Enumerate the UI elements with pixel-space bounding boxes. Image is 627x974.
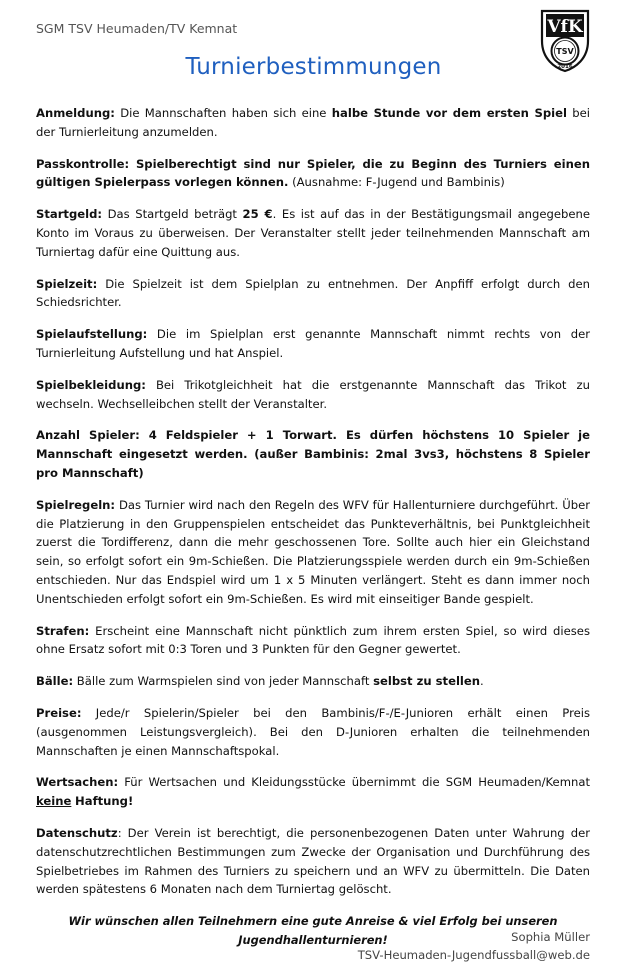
rule-section-spielregeln <box>36 496 590 609</box>
rule-section-spielbekleidung <box>36 376 590 414</box>
body-text: Bälle zum Warmspielen sind von jeder Mannschaft <box>73 674 374 689</box>
signature-block <box>358 929 590 964</box>
org-name: SGM TSV Heumaden/TV Kemnat <box>36 21 238 36</box>
crest-year-text: 2016 <box>557 64 573 70</box>
rule-section-strafen <box>36 622 590 660</box>
emphasis-text: Strafen: <box>36 623 90 638</box>
body-text: Das Turnier wird nach den Regeln des WFV für Hallenturniere durchgeführt. Über die Platzierung in den Gruppenspielen entscheidet das Punkteverhältnis, bei Punktgleichheit zuerst die Tordifferenz, dann die mehr geschossenen Tore. Sollte auch hier ein Gleichstand sein, so erfolgt sofort ein 9m-Schießen. Die Platzierungsspiele werden durch ein 9m-Schießen entschieden. Nur das Endspiel wird um 1 x 5 Minuten verlängert. Steht es dann immer noch Unentschieden erfolgt sofort ein 9m-Schießen. Es wird mit einseitiger Bande gespielt. <box>36 497 590 606</box>
body-text: (Ausnahme: F-Jugend und Bambinis) <box>288 175 505 190</box>
rule-section-datenschutz <box>36 824 590 899</box>
closing-message: Wir wünschen allen Teilnehmern eine gute Anreise & viel Erfolg bei unseren Jugendhallenturnieren! <box>68 914 558 947</box>
body-text: : Der Verein ist berechtigt, die personenbezogenen Daten unter Wahrung der datenschutzrechtlichen Bestimmungen zum Zwecke der Organisation und Durchführung des Spielbetriebes im Rahmen des Turniers zu speichern und an WFV zu übermitteln. Die Daten werden spätestens 6 Monaten nach dem Turniertag gelöscht. <box>36 825 590 897</box>
emphasis-text: Wertsachen: <box>36 775 119 790</box>
emphasis-text: Bälle: <box>36 674 74 689</box>
body-text: Die im Spielplan erst genannte Mannschaft nimmt rechts von der Turnierleitung Aufstellung und hat Anspiel. <box>36 327 590 360</box>
emphasis-text: Datenschutz <box>36 825 118 840</box>
body-text: Für Wertsachen und Kleidungsstücke übernimmt die SGM Heumaden/Kemnat <box>118 775 590 790</box>
emphasis-text: Haftung! <box>75 794 134 809</box>
rule-section-baelle <box>36 672 590 691</box>
body-text: . <box>480 674 484 689</box>
rule-section-spielzeit <box>36 275 590 313</box>
emphasis-text: Spielbekleidung: <box>36 377 146 392</box>
rule-section-startgeld <box>36 205 590 261</box>
rules-sections <box>36 104 590 899</box>
emphasis-text: keine <box>36 794 72 809</box>
crest-top-text: VfK <box>547 17 583 37</box>
signature-name: Sophia Müller <box>511 930 590 944</box>
body-text: Die Mannschaften haben sich eine <box>114 106 332 120</box>
body-text: Die Spielzeit ist dem Spielplan zu entnehmen. Der Anpfiff erfolgt durch den Schiedsrichter. <box>36 276 590 310</box>
emphasis-text: selbst zu stellen <box>373 674 481 689</box>
emphasis-text: Spielzeit: <box>36 276 98 291</box>
signature-email: TSV-Heumaden-Jugendfussball@web.de <box>357 947 590 962</box>
rules-body <box>36 104 590 950</box>
emphasis-text: 25 € <box>242 207 273 222</box>
rule-section-passkontrolle <box>36 155 590 193</box>
page-title: Turnierbestimmungen <box>185 54 442 80</box>
crest-badge-text: TSV <box>556 47 574 56</box>
emphasis-text: Spielaufstellung: <box>36 327 148 342</box>
emphasis-text: halbe Stunde vor dem ersten Spiel <box>331 106 567 120</box>
body-text: Das Startgeld beträgt <box>102 207 243 222</box>
rule-section-preise <box>36 704 590 760</box>
emphasis-text: Preise: <box>36 705 82 720</box>
body-text: Jede/r Spielerin/Spieler bei den Bambinis/F-/E-Junioren erhält einen Preis (ausgenommen Leistungsvergleich). Bei den D-Junioren erhalten die teilnehmenden Mannschaften je einen Mannschaftspokal. <box>36 705 590 758</box>
body-text: Bei Trikotgleichheit hat die erstgenannte Mannschaft das Trikot zu wechseln. Wechselleibchen stellt der Veranstalter. <box>36 377 590 411</box>
rule-section-anmeldung <box>36 104 590 142</box>
body-text: . Es ist auf das in der Bestätigungsmail angegebene Konto im Voraus zu überweisen. Der Veranstalter stellt jeder teilnehmenden Mannschaft am Turniertag dafür eine Quittung aus. <box>36 207 590 259</box>
emphasis-text: Passkontrolle: Spielberechtigt sind nur Spieler, die zu Beginn des Turniers einen gültigen Spielerpass vorlegen können. <box>36 156 590 190</box>
rule-section-anzahl-spieler <box>36 426 590 482</box>
emphasis-text: Spielregeln: <box>36 497 116 512</box>
body-text: Erscheint eine Mannschaft nicht pünktlich zum ihrem ersten Spiel, so wird dieses ohne Ersatz sofort mit 0:3 Toren und 3 Punkten für den Gegner gewertet. <box>36 623 590 657</box>
rule-section-wertsachen <box>36 773 590 811</box>
rule-section-spielaufstellung <box>36 325 590 363</box>
body-text: bei der Turnierleitung anzumelden. <box>36 106 590 139</box>
emphasis-text: Anzahl Spieler: 4 Feldspieler + 1 Torwart. Es dürfen höchstens 10 Spieler je Mannschaft eingesetzt werden. (außer Bambinis: 2mal 3vs3, höchstens 8 Spieler pro Mannschaft) <box>36 428 590 480</box>
emphasis-text: Anmeldung: <box>36 106 115 120</box>
emphasis-text: Startgeld: <box>36 207 103 222</box>
